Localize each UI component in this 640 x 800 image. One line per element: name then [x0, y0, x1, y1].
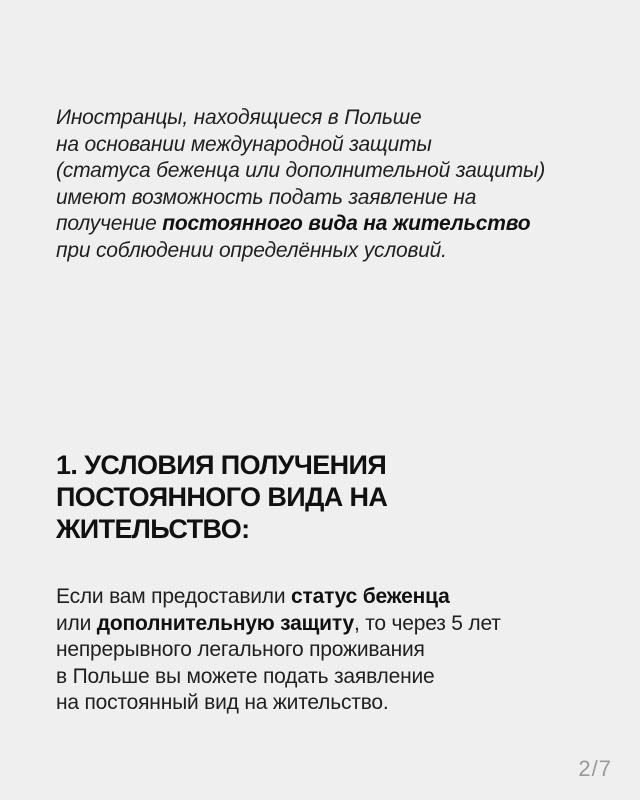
body-emphasis: дополнительную защиту [96, 611, 354, 635]
intro-line [56, 211, 616, 238]
intro-emphasis: постоянного вида на жительство [162, 212, 531, 235]
body-line: непрерывного легального проживания [56, 638, 425, 661]
body-text: или [56, 611, 97, 635]
body-text: Если вам предоставили [56, 585, 292, 608]
intro-line: (статуса беженца или дополнительной защиты) [56, 159, 546, 182]
body-text: , то через 5 лет [353, 611, 501, 635]
intro-line: имеют возможность подать заявление на [56, 185, 477, 209]
body-line [56, 584, 616, 611]
body-line: в Польше вы можете подать заявление [56, 664, 435, 688]
intro-paragraph [56, 105, 616, 264]
section-heading [56, 449, 576, 545]
heading-line: ЖИТЕЛЬСТВО: [56, 514, 250, 544]
body-line [56, 611, 616, 638]
body-line: на постоянный вид на жительство. [56, 691, 389, 714]
heading-line: 1. УСЛОВИЯ ПОЛУЧЕНИЯ [56, 450, 387, 480]
page-indicator: 2/7 [578, 756, 612, 781]
heading-line: ПОСТОЯННОГО ВИДА НА [56, 482, 388, 512]
body-emphasis: статус беженца [291, 585, 450, 608]
intro-text: получение [56, 212, 163, 235]
section-body [56, 584, 616, 717]
intro-line: Иностранцы, находящиеся в Польше [56, 106, 422, 129]
intro-line: при соблюдении определённых условий. [56, 238, 447, 262]
intro-line: на основании международной защиты [56, 132, 432, 156]
